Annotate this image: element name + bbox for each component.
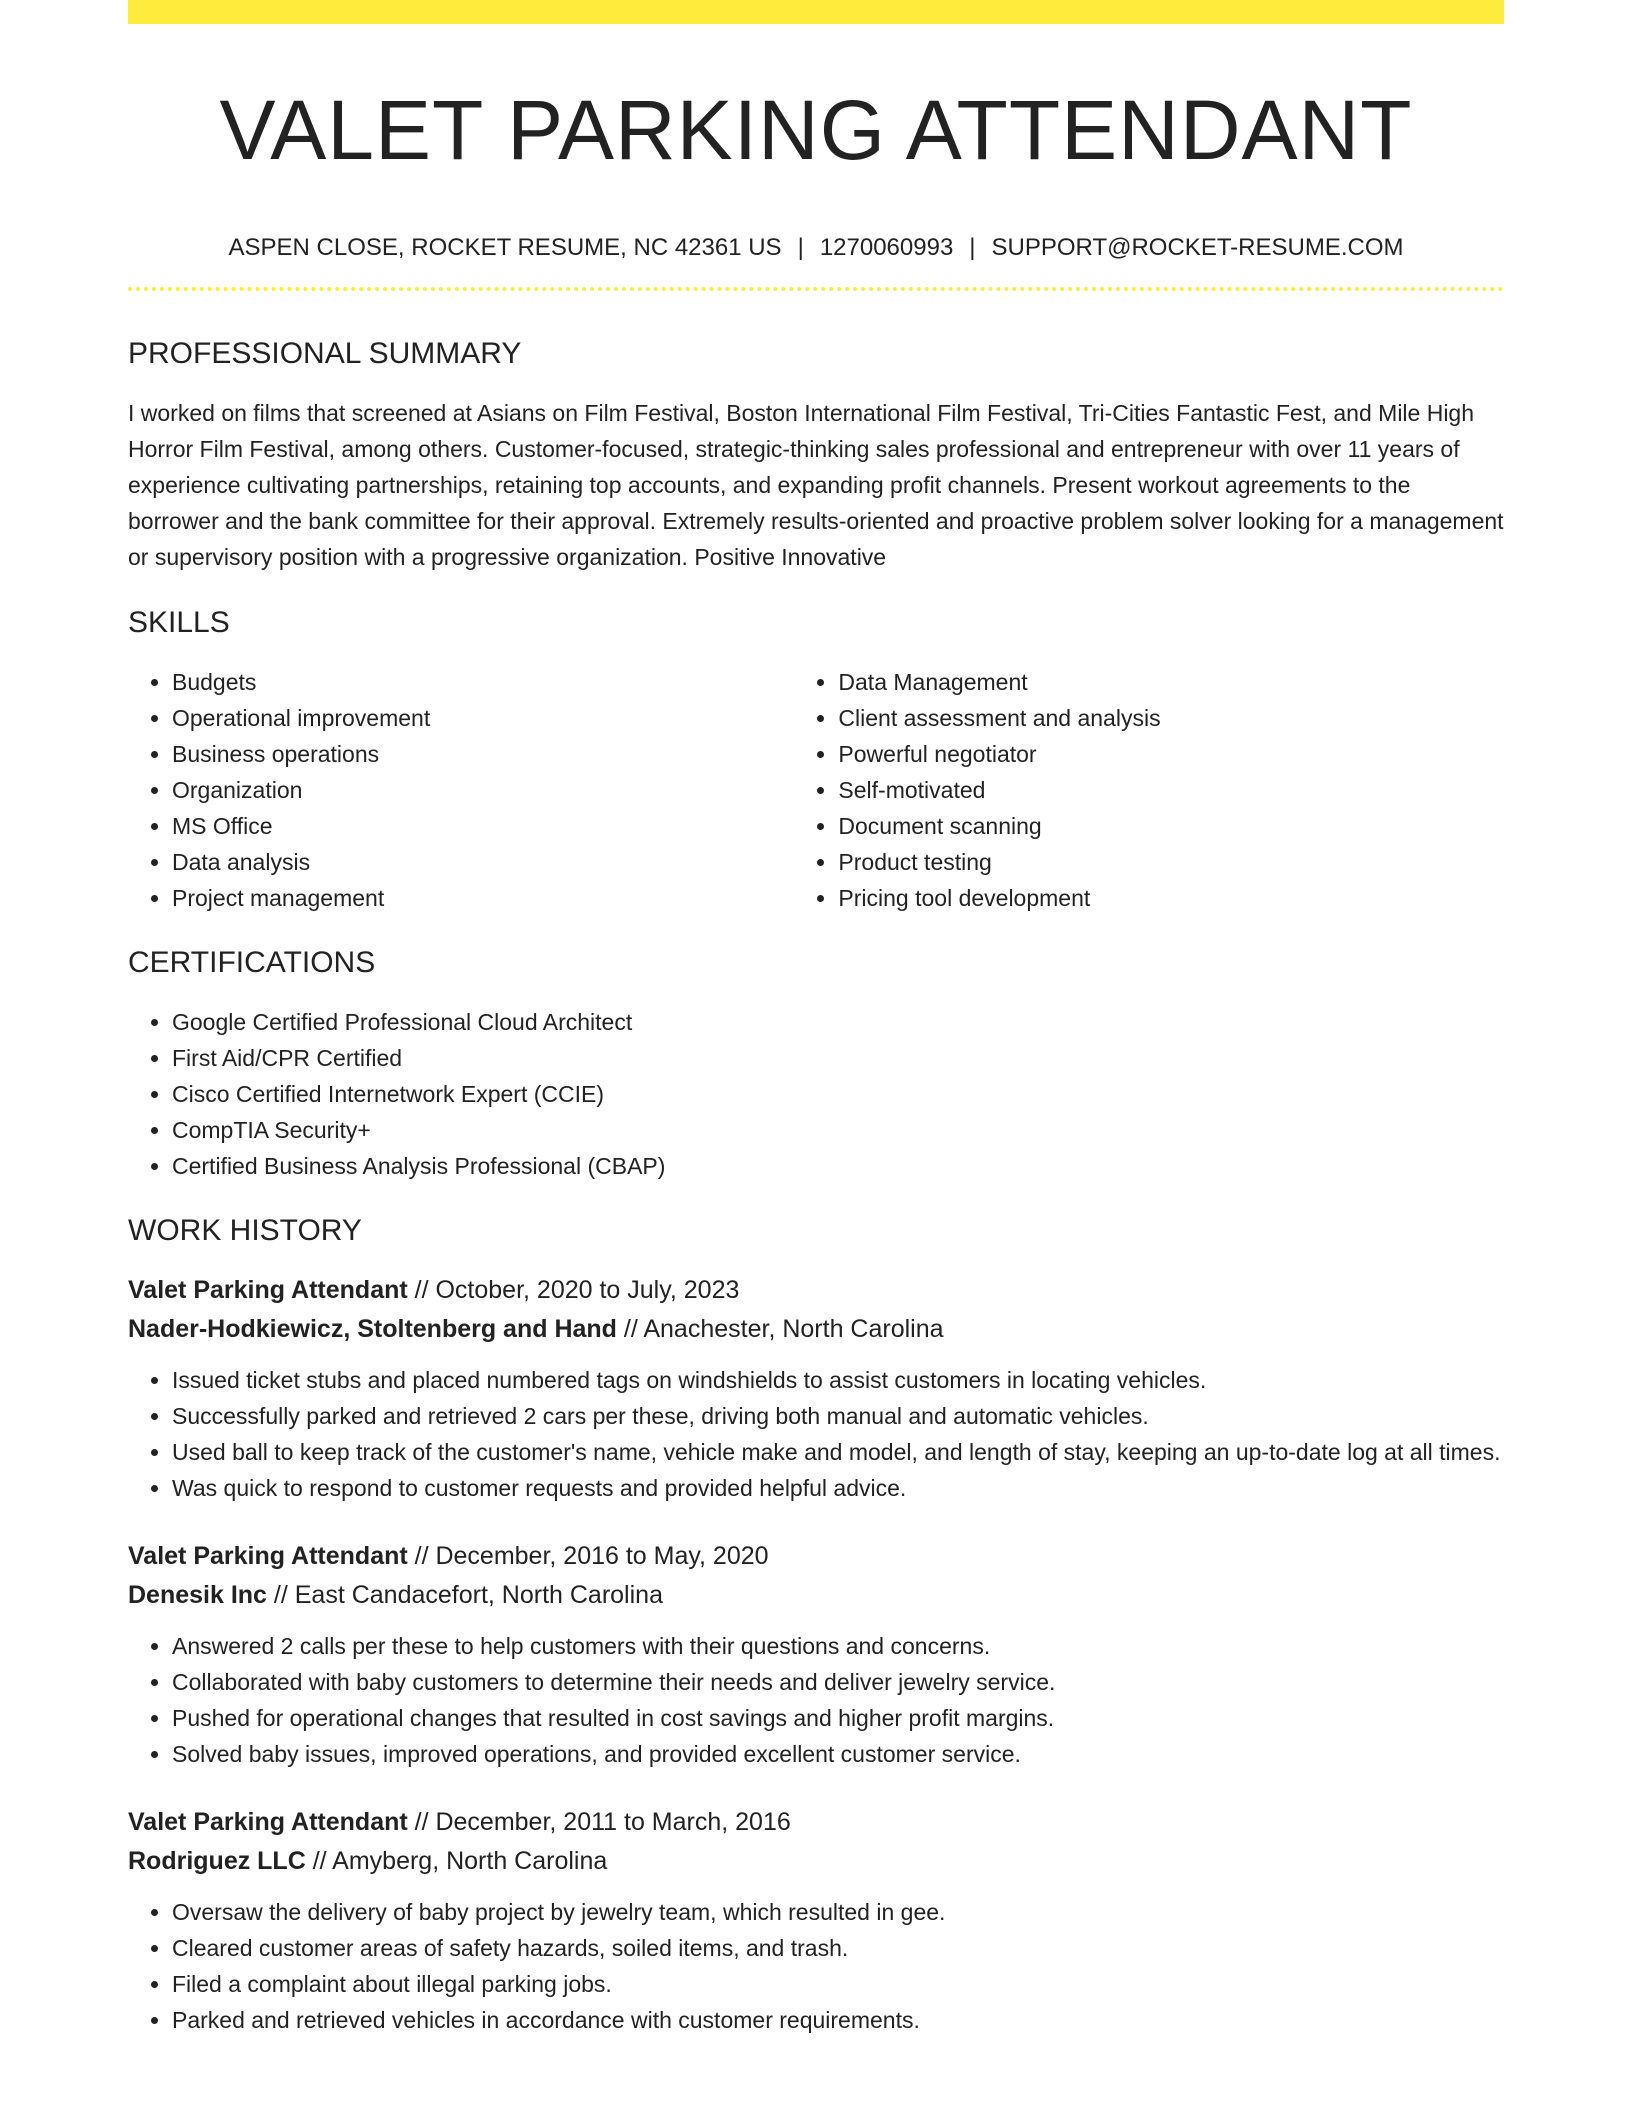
skills-heading: SKILLS: [128, 606, 230, 639]
skill-item: • Powerful negotiator: [838, 736, 1504, 772]
job-dates: // December, 2011 to March, 2016: [407, 1808, 791, 1836]
skill-item: • Organization: [172, 772, 794, 808]
skills-list-right: [794, 664, 1504, 916]
skill-item: • Business operations: [172, 736, 794, 772]
job-bullet: • Successfully parked and retrieved 2 cars per these, driving both manual and automatic vehicles.: [172, 1398, 1504, 1434]
job-title-line: [128, 1271, 1504, 1310]
skills-list-left: [128, 664, 794, 916]
certification-item: • Cisco Certified Internetwork Expert (CCIE): [172, 1076, 1504, 1112]
job-company: Nader-Hodkiewicz, Stoltenberg and Hand: [128, 1315, 617, 1343]
job-company-line: [128, 1842, 1504, 1881]
skill-item: • Self-motivated: [838, 772, 1504, 808]
job-bullet: • Issued ticket stubs and placed numbered tags on windshields to assist customers in locating vehicles.: [172, 1362, 1504, 1398]
job-company-line: [128, 1310, 1504, 1349]
certification-item: • CompTIA Security+: [172, 1112, 1504, 1148]
job-dates: // December, 2016 to May, 2020: [407, 1542, 769, 1570]
job-role: Valet Parking Attendant: [128, 1276, 408, 1304]
job-entry: [128, 1803, 1504, 2038]
job-bullet: • Parked and retrieved vehicles in accordance with customer requirements.: [172, 2002, 1504, 2038]
job-bullet: • Solved baby issues, improved operations, and provided excellent customer service.: [172, 1736, 1504, 1772]
job-bullet: • Pushed for operational changes that resulted in cost savings and higher profit margins.: [172, 1700, 1504, 1736]
work-history-heading: WORK HISTORY: [128, 1214, 362, 1247]
summary-text: I worked on films that screened at Asians on Film Festival, Boston International Film Festival, Tri-Cities Fantastic Fest, and Mile High Horror Film Festival, among others. Customer-focused, strategic-thinking sales professional and entrepreneur with over 11 years of experience cultivating partnerships, retaining top accounts, and expanding profit channels. Present workout agreements to the borrower and the bank committee for their approval. Extremely results-oriented and proactive problem solver looking for a management or supervisory position with a progressive organization. Positive Innovative: [128, 400, 1504, 570]
certification-item: • Certified Business Analysis Professional (CBAP): [172, 1148, 1504, 1184]
job-title-line: [128, 1803, 1504, 1842]
job-bullet: • Answered 2 calls per these to help customers with their questions and concerns.: [172, 1628, 1504, 1664]
job-bullet: • Cleared customer areas of safety hazards, soiled items, and trash.: [172, 1930, 1504, 1966]
certifications-list: [128, 1004, 1504, 1184]
job-location: // East Candacefort, North Carolina: [266, 1581, 663, 1609]
candidate-name: VALET PARKING ATTENDANT: [219, 83, 1413, 177]
certification-item: • First Aid/CPR Certified: [172, 1040, 1504, 1076]
skill-item: • Document scanning: [838, 808, 1504, 844]
top-accent-bar: [128, 0, 1504, 24]
job-role: Valet Parking Attendant: [128, 1542, 408, 1570]
skill-item: • Product testing: [838, 844, 1504, 880]
summary-heading: PROFESSIONAL SUMMARY: [128, 337, 522, 370]
skill-item: • Project management: [172, 880, 794, 916]
contact-separator: |: [797, 234, 804, 261]
skill-item: • Operational improvement: [172, 700, 794, 736]
skill-item: • Data Management: [838, 664, 1504, 700]
job-entry: [128, 1271, 1504, 1506]
job-bullet: • Oversaw the delivery of baby project by jewelry team, which resulted in gee.: [172, 1894, 1504, 1930]
skills-columns: [128, 664, 1504, 916]
certification-item: • Google Certified Professional Cloud Architect: [172, 1004, 1504, 1040]
contact-email: SUPPORT@ROCKET-RESUME.COM: [991, 234, 1404, 261]
job-role: Valet Parking Attendant: [128, 1808, 408, 1836]
certifications-heading: CERTIFICATIONS: [128, 946, 376, 979]
skill-item: • Data analysis: [172, 844, 794, 880]
contact-line: [128, 232, 1504, 264]
contact-phone: 1270060993: [819, 234, 954, 261]
job-company: Rodriguez LLC: [128, 1847, 306, 1875]
job-bullets: [128, 1628, 1504, 1772]
skill-item: • Client assessment and analysis: [838, 700, 1504, 736]
dotted-divider: [128, 287, 1504, 291]
skill-item: • Pricing tool development: [838, 880, 1504, 916]
job-company-line: [128, 1576, 1504, 1615]
job-bullet: • Collaborated with baby customers to determine their needs and deliver jewelry service.: [172, 1664, 1504, 1700]
job-bullet: • Was quick to respond to customer requests and provided helpful advice.: [172, 1470, 1504, 1506]
skill-item: • Budgets: [172, 664, 794, 700]
skill-item: • MS Office: [172, 808, 794, 844]
job-bullets: [128, 1894, 1504, 2038]
job-location: // Amyberg, North Carolina: [305, 1847, 608, 1875]
job-dates: // October, 2020 to July, 2023: [407, 1276, 740, 1304]
job-title-line: [128, 1537, 1504, 1576]
job-bullet: • Filed a complaint about illegal parking jobs.: [172, 1966, 1504, 2002]
job-entry: [128, 1537, 1504, 1772]
job-location: // Anachester, North Carolina: [616, 1315, 944, 1343]
resume-content: [128, 0, 1504, 2038]
job-company: Denesik Inc: [128, 1581, 267, 1609]
job-bullet: • Used ball to keep track of the customer's name, vehicle make and model, and length of stay, keeping an up-to-date log at all times.: [172, 1434, 1504, 1470]
contact-address: ASPEN CLOSE, ROCKET RESUME, NC 42361 US: [228, 234, 782, 261]
job-bullets: [128, 1362, 1504, 1506]
contact-separator: |: [969, 234, 976, 261]
